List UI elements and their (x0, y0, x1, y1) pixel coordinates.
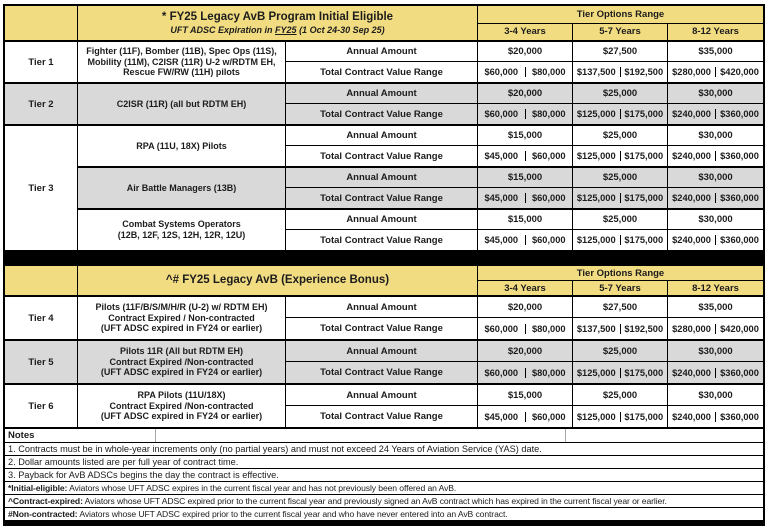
description-line: RPA Pilots (11U/18X) (137, 390, 226, 401)
annual-amount-value: $15,000 (478, 126, 573, 145)
description-line: C2ISR (11R) (all but RDTM EH) (116, 98, 247, 109)
aviator-group-row (78, 208, 763, 250)
total-contract-value-label: Total Contract Value Range (286, 104, 478, 124)
total-contract-value: $240,000 (668, 368, 716, 378)
total-value-pair (668, 318, 763, 339)
total-contract-value: $175,000 (624, 193, 664, 203)
description-line: Contract Expired /Non-contracted (109, 356, 254, 367)
annual-amount-value: $30,000 (698, 172, 733, 183)
table-title-cell (78, 266, 478, 295)
total-contract-value: $240,000 (668, 151, 716, 161)
total-contract-value: $60,000 (531, 411, 566, 422)
table-title-cell (78, 6, 478, 40)
amount-rows (286, 385, 763, 427)
annual-amount-value: $25,000 (573, 126, 668, 145)
description-line: (UFT ADSC expired in FY24 or earlier) (100, 367, 263, 378)
annual-amount-value: $30,000 (698, 88, 733, 99)
note-label: ^Contract-expired: (8, 496, 83, 506)
total-contract-value: $360,000 (720, 367, 759, 378)
annual-amount-row (286, 210, 763, 230)
total-value-pair (668, 188, 763, 208)
annual-amount-row (286, 297, 763, 318)
amount-rows (286, 297, 763, 339)
total-contract-value: $360,000 (720, 411, 759, 422)
total-value-pair (573, 318, 668, 339)
total-contract-value: $45,000 (478, 193, 526, 203)
year-column-header: 5-7 Years (573, 24, 668, 41)
annual-amount-value: $15,000 (478, 210, 573, 229)
group-description (78, 210, 286, 250)
tier-options-range-label: Tier Options Range (478, 266, 763, 281)
tier-column-header-spacer (5, 266, 78, 295)
tier-groups (78, 297, 763, 339)
total-contract-value: $360,000 (720, 151, 759, 161)
table-header (5, 266, 763, 297)
total-contract-value: $240,000 (668, 109, 716, 119)
description-line: Contract Expired /Non-contracted (109, 400, 254, 411)
annual-amount-value: $20,000 (478, 341, 573, 361)
annual-amount-row (286, 385, 763, 406)
total-contract-value: $175,000 (624, 411, 664, 422)
annual-amount-row (286, 168, 763, 188)
total-contract-value: $280,000 (668, 67, 716, 77)
tier-options-range-header (478, 266, 763, 295)
aviator-group-row (78, 297, 763, 339)
note-item (5, 481, 763, 494)
tier-column-header-spacer (5, 6, 78, 40)
annual-amount-value: $35,000 (698, 46, 733, 57)
total-value-pair (478, 62, 573, 82)
note-text: Aviators whose UFT ADSC expired prior to the current fiscal year and who have never entered into an AvB contract. (77, 509, 508, 519)
total-contract-value: $420,000 (720, 323, 759, 334)
total-value-pair (478, 362, 573, 383)
annual-amount-value: $30,000 (698, 130, 733, 141)
annual-amount-value: $27,500 (573, 297, 668, 317)
total-value-pair (478, 146, 573, 166)
total-contract-value-label: Total Contract Value Range (286, 62, 478, 82)
total-contract-value: $60,000 (478, 324, 526, 334)
annual-amount-value: $30,000 (698, 389, 733, 401)
year-column-header: 8-12 Years (692, 26, 739, 38)
total-contract-value: $125,000 (573, 151, 621, 161)
annual-amount-label: Annual Amount (286, 168, 478, 187)
total-contract-value: $360,000 (720, 109, 759, 119)
annual-amount-value: $25,000 (573, 84, 668, 103)
annual-amount-value: $20,000 (478, 297, 573, 317)
total-contract-value: $192,500 (624, 67, 664, 77)
total-value-pair (478, 318, 573, 339)
tier-options-range-label: Tier Options Range (478, 6, 763, 24)
total-contract-value: $175,000 (624, 109, 664, 119)
total-contract-value-label: Total Contract Value Range (286, 406, 478, 427)
total-contract-value: $45,000 (478, 412, 526, 422)
tier-label: Tier 6 (5, 385, 78, 427)
total-contract-value: $360,000 (720, 193, 759, 203)
aviator-group-row (78, 84, 763, 124)
total-contract-value: $240,000 (668, 235, 716, 245)
total-value-pair (668, 230, 763, 250)
tier-block (5, 82, 763, 124)
total-contract-value-label: Total Contract Value Range (286, 362, 478, 383)
group-description (78, 168, 286, 208)
total-value-pair (573, 188, 668, 208)
aviator-group-row (78, 385, 763, 427)
total-value-pair (573, 362, 668, 383)
tier-label: Tier 2 (5, 84, 78, 124)
table-header (5, 6, 763, 42)
total-contract-value: $80,000 (531, 109, 566, 119)
tier-block (5, 297, 763, 339)
total-contract-row (286, 318, 763, 339)
note-item (5, 494, 763, 507)
initial-eligible-table (3, 4, 765, 252)
total-contract-value: $192,500 (624, 323, 664, 334)
tier-label: Tier 5 (5, 341, 78, 383)
aviator-group-row (78, 341, 763, 383)
annual-amount-row (286, 341, 763, 362)
year-columns-row (478, 24, 763, 41)
total-contract-value: $60,000 (478, 67, 526, 77)
amount-rows (286, 126, 763, 166)
tier-groups (78, 126, 763, 250)
total-value-pair (478, 188, 573, 208)
annual-amount-row (286, 42, 763, 62)
total-value-pair (478, 230, 573, 250)
total-contract-value-label: Total Contract Value Range (286, 230, 478, 250)
subtitle-fiscal-year: FY25 (275, 25, 297, 36)
subtitle-post: (1 Oct 24-30 Sep 25) (296, 25, 385, 36)
total-value-pair (478, 104, 573, 124)
note-item (5, 468, 763, 481)
annual-amount-value: $15,000 (478, 385, 573, 405)
total-contract-value: $280,000 (668, 324, 716, 334)
total-contract-value: $60,000 (478, 368, 526, 378)
total-contract-value: $420,000 (720, 67, 759, 77)
tables-container (3, 4, 765, 429)
note-item (5, 507, 763, 520)
total-contract-row (286, 146, 763, 166)
total-contract-value: $137,500 (573, 67, 621, 77)
total-value-pair (668, 406, 763, 427)
note-text: Aviators whose UFT ADSC expires in the current fiscal year and has not previously been offered an AvB. (67, 483, 457, 493)
note-text: Aviators whose UFT ADSC expired prior to the current fiscal year and previously signed an AvB contract which has expired in the current fiscal year or earlier. (82, 496, 667, 506)
description-line: (12B, 12F, 12S, 12H, 12R, 12U) (117, 230, 246, 240)
total-contract-value-label: Total Contract Value Range (286, 188, 478, 208)
tier-groups (78, 84, 763, 124)
total-contract-value: $125,000 (573, 235, 621, 245)
tier-block (5, 339, 763, 383)
total-contract-value: $175,000 (624, 367, 664, 378)
total-contract-value: $125,000 (573, 412, 621, 422)
amount-rows (286, 42, 763, 82)
total-contract-row (286, 230, 763, 250)
description-line: Contract Expired / Non-contracted (108, 312, 255, 323)
tier-groups (78, 385, 763, 427)
notes-items (5, 442, 763, 520)
amount-rows (286, 341, 763, 383)
group-description (78, 341, 286, 383)
total-value-pair (668, 62, 763, 82)
annual-amount-label: Annual Amount (286, 297, 478, 317)
notes-header-label: Notes (8, 430, 35, 441)
total-contract-value: $45,000 (478, 235, 526, 245)
annual-amount-value: $27,500 (573, 42, 668, 61)
note-text: 2. Dollar amounts listed are per full year of contract time. (8, 457, 239, 467)
annual-amount-value: $25,000 (573, 210, 668, 229)
total-contract-row (286, 104, 763, 124)
total-value-pair (668, 362, 763, 383)
notes-column-divider (155, 429, 156, 442)
notes-section (3, 429, 765, 526)
year-column-header: 3-4 Years (478, 281, 573, 295)
description-line: RPA (11U, 18X) Pilots (136, 140, 227, 151)
total-contract-value: $60,000 (478, 109, 526, 119)
year-column-header: 5-7 Years (573, 281, 668, 295)
annual-amount-label: Annual Amount (286, 341, 478, 361)
total-contract-value: $60,000 (531, 235, 566, 245)
group-description (78, 42, 286, 82)
annual-amount-row (286, 126, 763, 146)
total-contract-value: $45,000 (478, 151, 526, 161)
annual-amount-value: $20,000 (478, 42, 573, 61)
total-contract-value: $125,000 (573, 368, 621, 378)
year-column-header: 3-4 Years (478, 24, 573, 41)
total-contract-row (286, 188, 763, 208)
annual-amount-row (286, 84, 763, 104)
total-value-pair (573, 406, 668, 427)
total-value-pair (668, 104, 763, 124)
description-line: Pilots (11F/B/S/M/H/R (U-2) w/ RDTM EH) (95, 302, 268, 313)
table-title: * FY25 Legacy AvB Program Initial Eligible (161, 11, 394, 24)
amount-rows (286, 210, 763, 250)
total-contract-value: $175,000 (624, 235, 664, 245)
note-item (5, 442, 763, 455)
total-value-pair (573, 146, 668, 166)
table-subtitle (170, 25, 384, 36)
tier-groups (78, 42, 763, 82)
subtitle-pre: UFT ADSC Expiration in (170, 25, 276, 36)
tier-groups (78, 341, 763, 383)
total-contract-value: $125,000 (573, 109, 621, 119)
annual-amount-value: $25,000 (573, 385, 668, 405)
section-separator-bar (3, 252, 765, 264)
total-contract-value: $240,000 (668, 193, 716, 203)
description-line: Mobility (11M), C2ISR (11R) U-2 w/RDTM EH, (87, 56, 276, 67)
total-contract-value: $175,000 (624, 151, 664, 161)
tier-block (5, 124, 763, 250)
total-contract-value: $240,000 (668, 412, 716, 422)
group-description (78, 84, 286, 124)
total-contract-row (286, 406, 763, 427)
total-contract-value: $80,000 (531, 67, 566, 77)
total-contract-value: $60,000 (531, 151, 566, 161)
annual-amount-value: $30,000 (698, 345, 733, 357)
table-title: ^# FY25 Legacy AvB (Experience Bonus) (165, 274, 390, 287)
total-value-pair (573, 104, 668, 124)
total-contract-value: $137,500 (573, 324, 621, 334)
notes-column-divider (565, 429, 566, 442)
aviator-group-row (78, 126, 763, 166)
group-description (78, 385, 286, 427)
tier-options-range-header (478, 6, 763, 40)
tier-label: Tier 3 (5, 126, 78, 250)
description-line: Air Battle Managers (13B) (126, 182, 237, 193)
description-line: Fighter (11F), Bomber (11B), Spec Ops (11S), (86, 46, 277, 57)
annual-amount-label: Annual Amount (286, 210, 478, 229)
group-description (78, 297, 286, 339)
note-item (5, 455, 763, 468)
tier-label: Tier 4 (5, 297, 78, 339)
total-contract-row (286, 62, 763, 82)
annual-amount-label: Annual Amount (286, 126, 478, 145)
total-contract-value-label: Total Contract Value Range (286, 146, 478, 166)
annual-amount-value: $25,000 (573, 341, 668, 361)
total-contract-value: $360,000 (720, 235, 759, 245)
description-line: Pilots 11R (All but RDTM EH) (119, 346, 243, 357)
total-value-pair (573, 230, 668, 250)
total-value-pair (668, 146, 763, 166)
total-contract-value: $80,000 (531, 323, 566, 334)
annual-amount-value: $20,000 (478, 84, 573, 103)
total-value-pair (573, 62, 668, 82)
annual-amount-value: $30,000 (698, 214, 733, 225)
amount-rows (286, 84, 763, 124)
total-contract-value: $125,000 (573, 193, 621, 203)
annual-amount-value: $35,000 (698, 301, 733, 313)
note-label: #Non-contracted: (8, 509, 78, 519)
aviator-group-row (78, 166, 763, 208)
annual-amount-value: $25,000 (573, 168, 668, 187)
annual-amount-value: $15,000 (478, 168, 573, 187)
group-description (78, 126, 286, 166)
annual-amount-label: Annual Amount (286, 385, 478, 405)
total-value-pair (478, 406, 573, 427)
total-contract-value: $60,000 (531, 193, 566, 203)
total-contract-row (286, 362, 763, 383)
note-text: 3. Payback for AvB ADSCs begins the day the contract is effective. (8, 470, 279, 480)
annual-amount-label: Annual Amount (286, 42, 478, 61)
description-line: Combat Systems Operators (122, 219, 241, 230)
year-columns-row (478, 281, 763, 295)
annual-amount-label: Annual Amount (286, 84, 478, 103)
tier-block (5, 383, 763, 427)
tier-block (5, 42, 763, 82)
aviator-group-row (78, 42, 763, 82)
total-contract-value-label: Total Contract Value Range (286, 318, 478, 339)
description-line: Rescue FW/RW (11H) pilots (123, 67, 240, 78)
tier-label: Tier 1 (5, 42, 78, 82)
note-label: *Initial-eligible: (8, 483, 68, 493)
amount-rows (286, 168, 763, 208)
description-line: (UFT ADSC expired in FY24 or earlier) (100, 411, 263, 422)
experience-bonus-table (3, 264, 765, 429)
year-column-header: 8-12 Years (692, 282, 739, 294)
total-contract-value: $80,000 (531, 367, 566, 378)
note-text: 1. Contracts must be in whole-year increments only (no partial years) and must not exceed 24 Years of Aviation Service (YAS) date. (8, 444, 542, 454)
description-line: (UFT ADSC expired in FY24 or earlier) (100, 323, 263, 334)
notes-header (5, 429, 763, 442)
